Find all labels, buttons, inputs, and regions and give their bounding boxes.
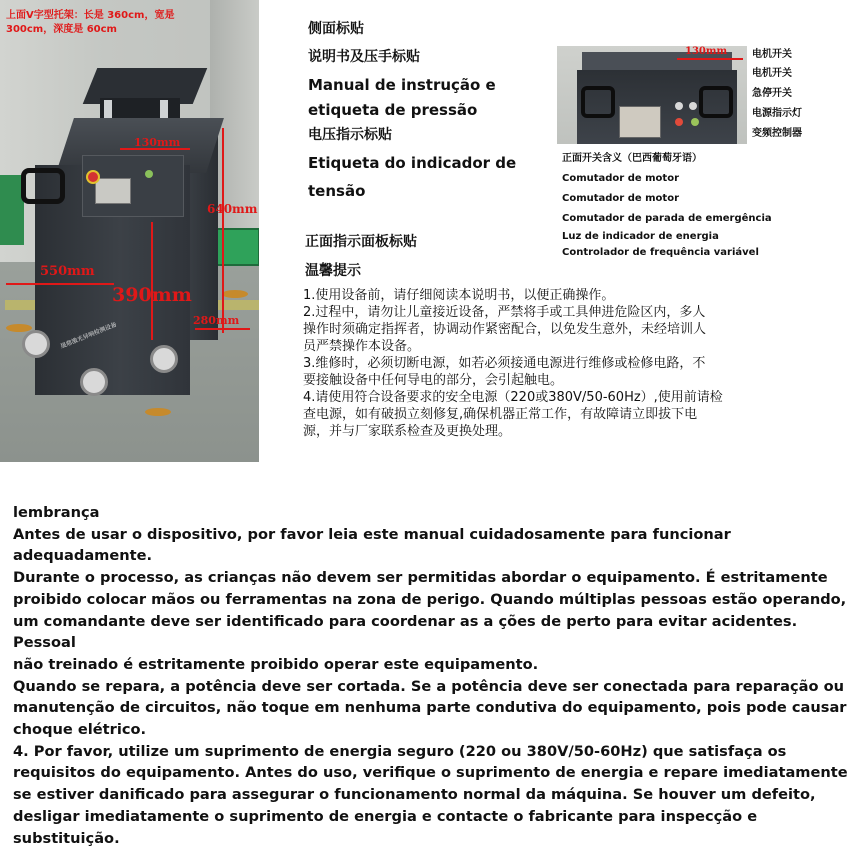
zh-note-line: 员严禁操作本设备。 [303, 339, 421, 354]
zh-note-line: 2.过程中，请勿让儿童接近设备，严禁将手或工具伸进危险区内，多人 [303, 305, 706, 320]
switch-label: 电机开关 [752, 68, 792, 79]
front-switch-item: Controlador de frequência variável [562, 247, 759, 258]
indicator-light [691, 118, 699, 126]
panel-display [619, 106, 661, 138]
pt-line: um comandante deve ser identificado para coordenar as a ções de perto para evitar acidentes. Pessoal [13, 612, 798, 652]
pt-line: desligar imediatamente o suprimento de energia e contacte o fabricante para inspecção e substituição. [13, 807, 758, 847]
machine-label: 晟鼎激光异响检测设备 [59, 321, 118, 351]
panel-display [95, 178, 131, 204]
bracket-size-note: 上面V字型托架：长是 360cm，宽是 300cm，深度是 60cm [6, 10, 175, 35]
switch-label: 电源指示灯 [752, 108, 802, 119]
front-panel-photo [557, 46, 747, 144]
pt-line: Quando se repara, a potência deve ser cortada. Se a potência deve ser conectada para reparação ou [13, 677, 844, 695]
pt-safety-notes [13, 502, 858, 849]
zh-note-line: 操作时须确定指挥者，协调动作紧密配合，以免发生意外，未经培训人 [303, 322, 707, 337]
manual-heading-pt-2: etiqueta de pressão [308, 101, 478, 119]
pt-line: 4. Por favor, utilize um suprimento de energia seguro (220 ou 380V/50-60Hz) que satisfaça os [13, 742, 787, 760]
wheel-icon [22, 330, 50, 358]
wheel-icon [80, 368, 108, 396]
dim-line [677, 58, 743, 60]
foot-pad [6, 324, 32, 332]
dim-280-label: 280mm [193, 314, 240, 327]
dim-640-label: 640mm [207, 202, 258, 216]
pt-line: choque elétrico. [13, 721, 147, 739]
zh-note-line: 3.维修时，必须切断电源，如若必须接通电源进行维修或检修电路，不 [303, 356, 706, 371]
dim-130-label: 130mm [134, 136, 181, 149]
pt-line: adequadamente. [13, 547, 153, 565]
pt-line: Durante o processo, as crianças não devem ser permitidas abordar o equipamento. É estritamente [13, 569, 828, 587]
voltage-heading-zh: 电压指示标贴 [308, 127, 392, 143]
dim-390-label: 390mm [112, 284, 192, 306]
pt-line: não treinado é estritamente proibido operar este equipamento. [13, 655, 539, 673]
knob-icon [675, 102, 683, 110]
indicator-light [145, 170, 153, 178]
front-switch-item: Comutador de parada de emergência [562, 213, 772, 224]
voltage-heading-pt-1: Etiqueta do indicador de [308, 154, 517, 172]
handle-icon [581, 86, 615, 118]
foot-pad [222, 290, 248, 298]
front-switch-item: Comutador de motor [562, 193, 680, 204]
wheel-icon [150, 345, 178, 373]
handle-icon [699, 86, 733, 118]
zh-note-line: 查电源，如有破损立刻修复,确保机器正常工作，有故障请立即拔下电 [303, 407, 698, 422]
dim-130-label: 130mm [685, 46, 728, 57]
pt-line: requisitos do equipamento. Antes do uso, verifique o suprimento de energia e repare imediatamente [13, 764, 848, 782]
switch-label: 电机开关 [752, 49, 792, 60]
dim-550-label: 550mm [40, 264, 95, 279]
dim-line [195, 328, 250, 330]
pt-line: Antes de usar o dispositivo, por favor leia este manual cuidadosamente para funcionar [13, 525, 731, 543]
handle-icon [21, 168, 65, 204]
emergency-button [88, 172, 98, 182]
manual-heading-zh: 说明书及压手标贴 [308, 49, 420, 65]
knob-icon [689, 102, 697, 110]
tips-heading: 温馨提示 [305, 263, 361, 279]
foot-pad [145, 408, 171, 416]
emergency-button [675, 118, 683, 126]
side-label-heading: 侧面标贴 [308, 21, 364, 37]
pt-line: manutenção de circuitos, não toque em nenhuma parte condutiva do equipamento, pois pode causar [13, 699, 847, 717]
zh-note-line: 源，并与厂家联系检查及更换处理。 [303, 424, 512, 439]
front-switch-title: 正面开关含义（巴西葡萄牙语） [562, 153, 702, 164]
front-switch-item: Luz de indicador de energia [562, 231, 719, 242]
switch-label: 急停开关 [752, 88, 792, 99]
zh-note-line: 1.使用设备前，请仔细阅读本说明书，以便正确操作。 [303, 288, 615, 303]
front-panel-heading: 正面指示面板标贴 [305, 234, 417, 250]
front-switch-item: Comutador de motor [562, 173, 680, 184]
switch-label: 变频控制器 [752, 128, 802, 139]
pt-line: proibido colocar mãos ou ferramentas na zona de perigo. Quando múltiplas pessoas estão operando, [13, 590, 847, 608]
exit-sign [214, 228, 259, 266]
dim-line [6, 283, 114, 285]
zh-note-line: 要接触设备中任何导电的部分，会引起触电。 [303, 373, 564, 388]
v-bracket-base [100, 98, 180, 118]
voltage-heading-pt-2: tensão [308, 182, 366, 200]
zh-safety-notes [303, 287, 803, 440]
zh-note-line: 4.请使用符合设备要求的安全电源（220或380V/50-60Hz）,使用前请检 [303, 390, 723, 405]
dim-line [222, 128, 224, 333]
machine-photo [0, 0, 259, 462]
manual-heading-pt-1: Manual de instrução e [308, 76, 496, 94]
dim-line [151, 222, 153, 340]
pt-title: lembrança [13, 504, 100, 521]
pt-line: se estiver danificado para assegurar o funcionamento normal da máquina. Se houver um defeito, [13, 786, 816, 804]
